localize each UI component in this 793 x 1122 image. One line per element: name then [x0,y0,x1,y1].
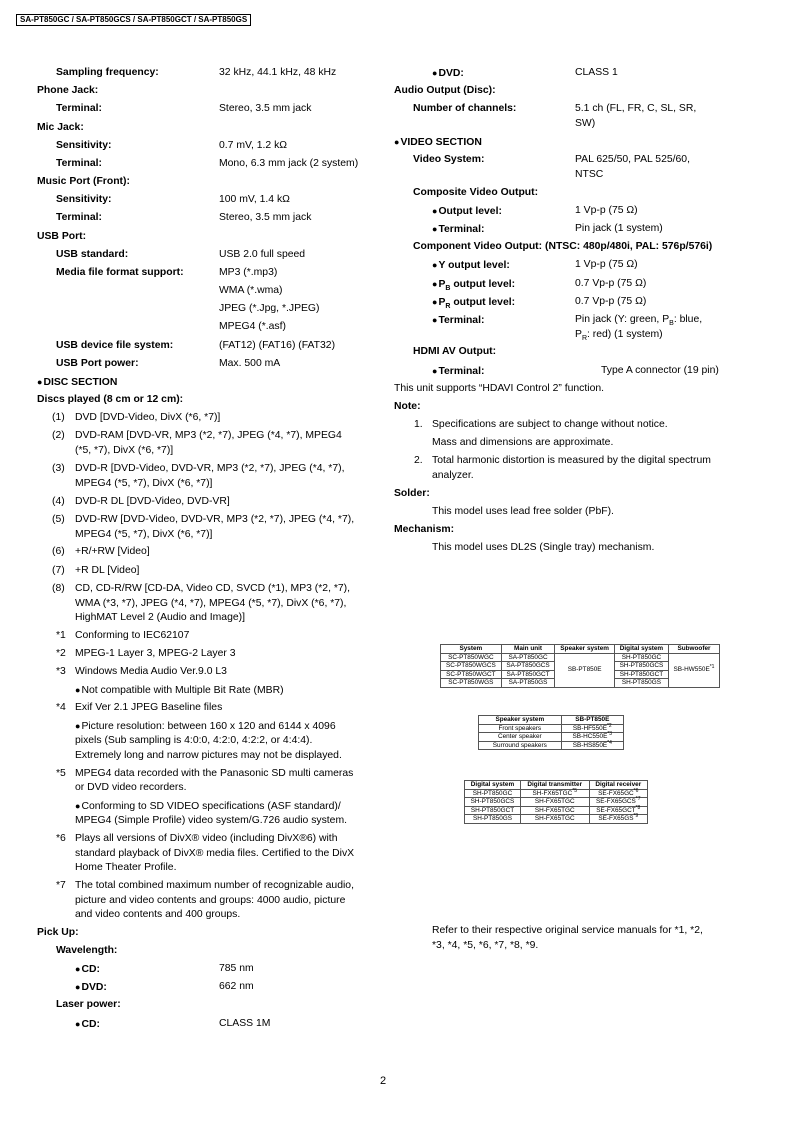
wl-cd-value: 785 nm [219,963,254,974]
usb-media-label: Media file format support: [56,267,184,278]
note1-text: Specifications are subject to change without notice. [432,419,668,430]
music-sens-value: 100 mV, 1.4 kΩ [219,194,290,205]
cterm-label: ● Terminal: [432,313,484,329]
channels-label: Number of channels: [413,103,517,114]
hdavi-text: This unit supports “HDAVI Control 2” function. [394,383,605,394]
sampling-label: Sampling frequency: [56,67,159,78]
usb-std-value: USB 2.0 full speed [219,249,306,260]
refer-text: *3, *4, *5, *6, *7, *8, *9. [432,940,539,951]
table-cell: SH-PT850GS [465,815,521,824]
mic-terminal-label: Terminal: [56,158,102,169]
table-header: Digital system [614,645,668,654]
table-cell: SH-FX65TGC [520,806,589,815]
disc-line: (*5, *7), DivX (*6, *7)] [75,445,174,456]
note2-text: analyzer. [432,470,474,481]
table-cell: SC-PT850WGC [441,653,502,662]
mic-sens-label: Sensitivity: [56,140,112,151]
refer-text: Refer to their respective original service manuals for *1, *2, [432,925,703,936]
disc-line: DVD-RAM [DVD-VR, MP3 (*2, *7), JPEG (*4, *7), MPEG4 [75,430,342,441]
note-text: Home Theater Profile. [75,862,177,873]
disc-line: DVD [DVD-Video, DivX (*6, *7)] [75,412,221,423]
comp-level-value: 1 Vp-p (75 Ω) [575,205,638,216]
table-cell: SH-FX65TGC$^{*5}$ [520,789,589,798]
discs-played-heading: Discs played (8 cm or 12 cm): [37,394,184,405]
disc-num: (3) [52,463,65,474]
table-cell: $SB-HS850E^{*4}$ [561,741,623,750]
table-cell: Surround speakers [479,741,562,750]
page-number: 2 [380,1075,387,1087]
note2-num: 2. [414,455,423,466]
wl-dvd-label: ● DVD: [75,980,107,996]
disc-line: WMA (*3, *7), JPEG (*4, *7), MPEG4 (*5, *7), DivX (*6, *7), [75,598,347,609]
table-header-row [465,781,648,790]
y-level-label: ● Y output level: [432,258,510,274]
table-cell: SC-PT850WGCT [441,670,502,679]
mic-terminal-value: Mono, 6.3 mm jack (2 system) [219,158,359,169]
table-cell: SC-PT850WGS [441,679,502,688]
pr-level-label: ● $P_R$ output level: [432,295,515,315]
table-cell: SE-FX65GC$^{*6}$ [589,789,647,798]
table-cell: SA-PT850GC [501,653,555,662]
cterm-value: $P_R$: red) (1 system) [575,329,663,343]
system-table [440,644,720,688]
note-text: and video contents and 400 groups. [75,909,241,920]
table-cell: SA-PT850GS [501,679,555,688]
table-cell: SA-PT850GCS [501,662,555,671]
hdmi-heading: HDMI AV Output: [413,346,497,357]
mechanism-heading: Mechanism: [394,524,455,535]
note-text: or DVD video recorders. [75,782,187,793]
usb-port-heading: USB Port: [37,231,87,242]
note-mark: *2 [56,648,66,659]
digital-table [464,780,648,824]
disc-num: (7) [52,565,65,576]
video-system-value: NTSC [575,169,604,180]
music-terminal-label: Terminal: [56,212,102,223]
table-cell: SH-PT850GCS [614,662,668,671]
phone-jack-heading: Phone Jack: [37,85,99,96]
sampling-value: 32 kHz, 44.1 kHz, 48 kHz [219,67,337,78]
note-mark: *4 [56,702,66,713]
laser-power-heading: Laser power: [56,999,121,1010]
table-cell: SH-PT850GCS [465,798,521,807]
hdmi-term-value: Type A connector (19 pin) [601,365,719,376]
lp-cd-value: CLASS 1M [219,1018,271,1029]
music-sens-label: Sensitivity: [56,194,112,205]
note-subtext: MPEG4 (Simple Profile) video system/G.726 audio system. [75,815,347,826]
solder-text: This model uses lead free solder (PbF). [432,506,614,517]
video-system-value: PAL 625/50, PAL 525/60, [575,154,690,165]
usb-fs-label: USB device file system: [56,340,174,351]
table-cell: SH-FX65TGC [520,798,589,807]
wl-dvd-value: 662 nm [219,981,254,992]
disc-line: CD, CD-R/RW [CD-DA, Video CD, SVCD (*1), MP3 (*2, *7), [75,583,351,594]
table-row [465,789,648,798]
table-row [479,733,624,742]
table-cell: SH-FX65TGC [520,815,589,824]
note-subtext: ● Conforming to SD VIDEO specifications (ASF standard)/ [75,799,341,815]
video-section-heading: ● VIDEO SECTION [394,135,482,151]
table-cell: SH-PT850GCT [614,670,668,679]
note1b-text: Mass and dimensions are approximate. [432,437,614,448]
disc-num: (1) [52,412,65,423]
note-mark: *7 [56,880,66,891]
usb-power-label: USB Port power: [56,358,139,369]
note-subtext: Extremely long and narrow pictures may not be displayed. [75,750,342,761]
table-header: Main unit [501,645,555,654]
audio-output-heading: Audio Output (Disc): [394,85,496,96]
music-port-heading: Music Port (Front): [37,176,130,187]
usb-media-value: MPEG4 (*.asf) [219,321,286,332]
table-row [441,653,720,662]
channels-value: 5.1 ch (FL, FR, C, SL, SR, [575,103,697,114]
channels-value: SW) [575,118,596,129]
note-mark: *6 [56,833,66,844]
table-row [479,741,624,750]
table-header-row [441,645,720,654]
note-text: picture and video contents and groups: 4000 audio, picture [75,895,346,906]
note-text: Exif Ver 2.1 JPEG Baseline files [75,702,223,713]
table-cell: Front speakers [479,724,562,733]
note-text: standard playback of DivX® media files. Certified to the DivX [75,848,355,859]
usb-media-value: JPEG (*.Jpg, *.JPEG) [219,303,320,314]
note-text: Conforming to IEC62107 [75,630,190,641]
table-header: Digital transmitter [520,781,589,790]
note-text: MPEG-1 Layer 3, MPEG-2 Layer 3 [75,648,236,659]
note-subtext: ● Not compatible with Multiple Bit Rate (MBR) [75,683,284,699]
table-header: Subwoofer [668,645,719,654]
pb-level-label: ● $P_B$ output level: [432,277,515,297]
usb-media-value: WMA (*.wma) [219,285,283,296]
wavelength-heading: Wavelength: [56,945,118,956]
disc-section-heading: ● DISC SECTION [37,375,117,391]
disc-num: (8) [52,583,65,594]
wl-cd-label: ● CD: [75,962,100,978]
usb-power-value: Max. 500 mA [219,358,281,369]
disc-line: DVD-R DL [DVD-Video, DVD-VR] [75,496,230,507]
pb-level-value: 0.7 Vp-p (75 Ω) [575,278,647,289]
table-cell: SH-PT850GCT [465,806,521,815]
note-mark: *3 [56,666,66,677]
table-cell: SH-PT850GC [614,653,668,662]
pr-level-value: 0.7 Vp-p (75 Ω) [575,296,647,307]
disc-line: +R DL [Video] [75,565,140,576]
table-header: Speaker system [555,645,615,654]
disc-num: (6) [52,546,65,557]
note-text: The total combined maximum number of recognizable audio, [75,880,354,891]
table-row [465,798,648,807]
table-cell: SH-PT850GC [465,789,521,798]
table-header: System [441,645,502,654]
pickup-heading: Pick Up: [37,927,79,938]
music-terminal-value: Stereo, 3.5 mm jack [219,212,312,223]
table-cell: SB-PT850E [555,653,615,687]
lp-dvd-label: ● DVD: [432,66,464,82]
note-mark: *1 [56,630,66,641]
table-header: Speaker system [479,716,562,725]
mic-sens-value: 0.7 mV, 1.2 kΩ [219,140,288,151]
disc-num: (2) [52,430,65,441]
table-header: Digital receiver [589,781,647,790]
cterm-value: Pin jack (Y: green, $P_B$: blue, [575,314,703,328]
usb-fs-value: (FAT12) (FAT16) (FAT32) [219,340,336,351]
mechanism-text: This model uses DL2S (Single tray) mechanism. [432,542,655,553]
table-header: Digital system [465,781,521,790]
disc-line: +R/+RW [Video] [75,546,150,557]
disc-line: MPEG4 (*5, *7), DivX (*6, *7)] [75,478,213,489]
comp-level-label: ● Output level: [432,204,502,220]
usb-std-label: USB standard: [56,249,129,260]
note-text: MPEG4 data recorded with the Panasonic SD multi cameras [75,768,354,779]
model-header: SA-PT850GC / SA-PT850GCS / SA-PT850GCT / SA-PT850GS [16,14,251,26]
table-cell: SC-PT850WGCS [441,662,502,671]
mic-jack-heading: Mic Jack: [37,122,84,133]
note-text: Plays all versions of DivX® video (including DivX®6) with [75,833,338,844]
table-cell: SE-FX65GS$^{*9}$ [589,815,647,824]
note-heading: Note: [394,401,421,412]
disc-line: HighMAT Level 2 (Audio and Image)] [75,612,245,623]
lp-cd-label: ● CD: [75,1017,100,1033]
component-heading: Component Video Output: (NTSC: 480p/480i, PAL: 576p/576i) [413,241,713,252]
solder-heading: Solder: [394,488,430,499]
note-subtext: pixels (Sub sampling is 4:0:0, 4:2:0, 4:2:2, or 4:4:4). [75,735,313,746]
disc-num: (5) [52,514,65,525]
video-system-label: Video System: [413,154,485,165]
lp-dvd-value: CLASS 1 [575,67,618,78]
comp-term-value: Pin jack (1 system) [575,223,663,234]
table-cell: $SB-HW550E^{*1}$ [668,653,719,687]
y-level-value: 1 Vp-p (75 Ω) [575,259,638,270]
table-cell: SE-FX65GCT$^{*8}$ [589,806,647,815]
table-cell: Center speaker [479,733,562,742]
table-cell: SH-PT850GS [614,679,668,688]
note-mark: *5 [56,768,66,779]
usb-media-value: MP3 (*.mp3) [219,267,278,278]
table-cell: SE-FX65GCS$^{*7}$ [589,798,647,807]
table-header: SB-PT850E [561,716,623,725]
disc-line: DVD-RW [DVD-Video, DVD-VR, MP3 (*2, *7), JPEG (*4, *7), [75,514,355,525]
disc-num: (4) [52,496,65,507]
phone-terminal-label: Terminal: [56,103,102,114]
hdmi-term-label: ● Terminal: [432,364,484,380]
phone-terminal-value: Stereo, 3.5 mm jack [219,103,312,114]
table-row [479,724,624,733]
table-row [465,806,648,815]
disc-line: DVD-R [DVD-Video, DVD-VR, MP3 (*2, *7), JPEG (*4, *7), [75,463,345,474]
comp-term-label: ● Terminal: [432,222,484,238]
note1-num: 1. [414,419,423,430]
table-cell: $SB-HF550E^{*2}$ [561,724,623,733]
note2-text: Total harmonic distortion is measured by the digital spectrum [432,455,711,466]
composite-heading: Composite Video Output: [413,187,539,198]
table-cell: SA-PT850GCT [501,670,555,679]
disc-line: MPEG4 (*5, *7), DivX (*6, *7)] [75,529,213,540]
table-header-row [479,716,624,725]
table-cell: $SB-HC550E^{*3}$ [561,733,623,742]
note-subtext: ● Picture resolution: between 160 x 120 and 6144 x 4096 [75,719,336,735]
note-text: Windows Media Audio Ver.9.0 L3 [75,666,227,677]
speaker-table [478,715,624,750]
table-row [465,815,648,824]
